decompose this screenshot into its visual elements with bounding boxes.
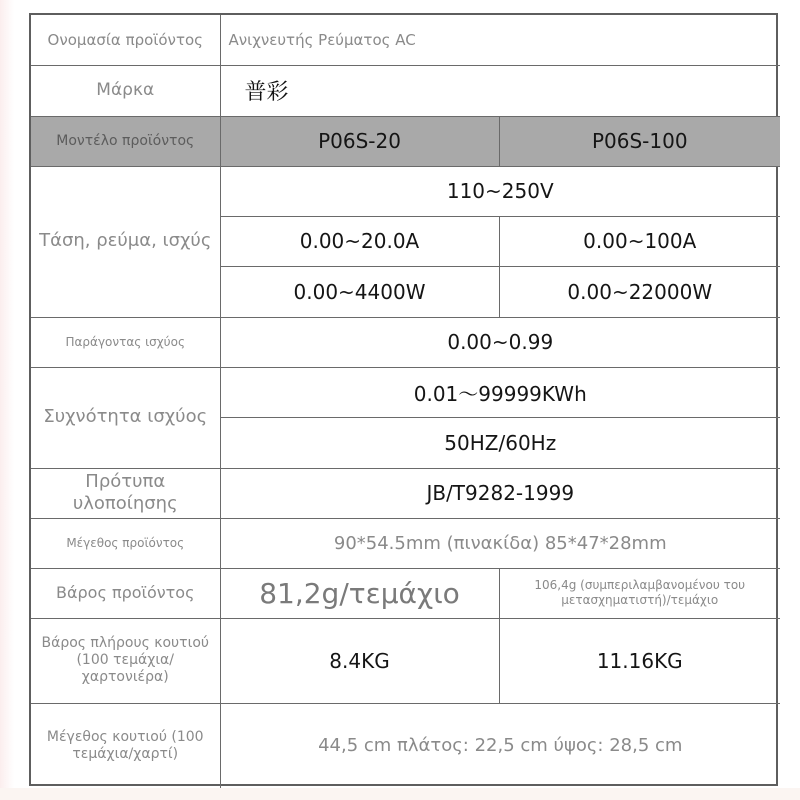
power-p06s-20: 0.00~4400W	[220, 266, 499, 317]
box-weight-label: Βάρος πλήρους κουτιού (100 τεμάχια/χαρτονιέρα)	[31, 618, 220, 703]
row-brand	[31, 65, 780, 116]
standard-value: JB/T9282-1999	[220, 468, 780, 518]
model-label: Μοντέλο προϊόντος	[31, 116, 220, 166]
row-power-factor	[31, 317, 780, 367]
box-weight-p06s-100: 11.16KG	[499, 618, 780, 703]
box-size-label: Μέγεθος κουτιού (100 τεμάχια/χαρτί)	[31, 703, 220, 788]
standard-label: Πρότυπα υλοποίησης	[31, 468, 220, 518]
spec-table	[31, 15, 780, 788]
power-factor-value: 0.00~0.99	[220, 317, 780, 367]
frequency-value: 50HZ/60Hz	[220, 417, 780, 468]
current-p06s-20: 0.00~20.0A	[220, 216, 499, 266]
row-product-name	[31, 15, 780, 65]
power-p06s-100: 0.00~22000W	[499, 266, 780, 317]
weight-p06s-100: 106,4g (συμπεριλαμβανομένου του μετασχηματιστή)/τεμάχιο	[499, 568, 780, 618]
voltage-value: 110~250V	[220, 166, 780, 216]
brand-label: Μάρκα	[31, 65, 220, 116]
product-size-label: Μέγεθος προϊόντος	[31, 518, 220, 568]
row-product-weight	[31, 568, 780, 618]
product-weight-label: Βάρος προϊόντος	[31, 568, 220, 618]
row-voltage	[31, 166, 780, 216]
row-standard	[31, 468, 780, 518]
energy-range-value: 0.01～99999KWh	[220, 367, 780, 417]
electrical-label: Τάση, ρεύμα, ισχύς	[31, 166, 220, 317]
model-p06s-20: P06S-20	[220, 116, 499, 166]
brand-value: 普彩	[220, 65, 780, 116]
row-energy	[31, 367, 780, 417]
power-factor-label: Παράγοντας ισχύος	[31, 317, 220, 367]
weight-p06s-20: 81,2g/τεμάχιο	[220, 568, 499, 618]
box-size-value: 44,5 cm πλάτος: 22,5 cm ύψος: 28,5 cm	[220, 703, 780, 788]
box-weight-p06s-20: 8.4KG	[220, 618, 499, 703]
bottom-tint	[0, 788, 800, 800]
product-name-value: Ανιχνευτής Ρεύματος AC	[220, 15, 780, 65]
frequency-label: Συχνότητα ισχύος	[31, 367, 220, 468]
spec-sheet	[29, 13, 778, 786]
row-model	[31, 116, 780, 166]
row-box-size	[31, 703, 780, 788]
product-name-label: Ονομασία προϊόντος	[31, 15, 220, 65]
model-p06s-100: P06S-100	[499, 116, 780, 166]
row-product-size	[31, 518, 780, 568]
current-p06s-100: 0.00~100A	[499, 216, 780, 266]
row-box-weight	[31, 618, 780, 703]
product-size-value: 90*54.5mm (πινακίδα) 85*47*28mm	[220, 518, 780, 568]
